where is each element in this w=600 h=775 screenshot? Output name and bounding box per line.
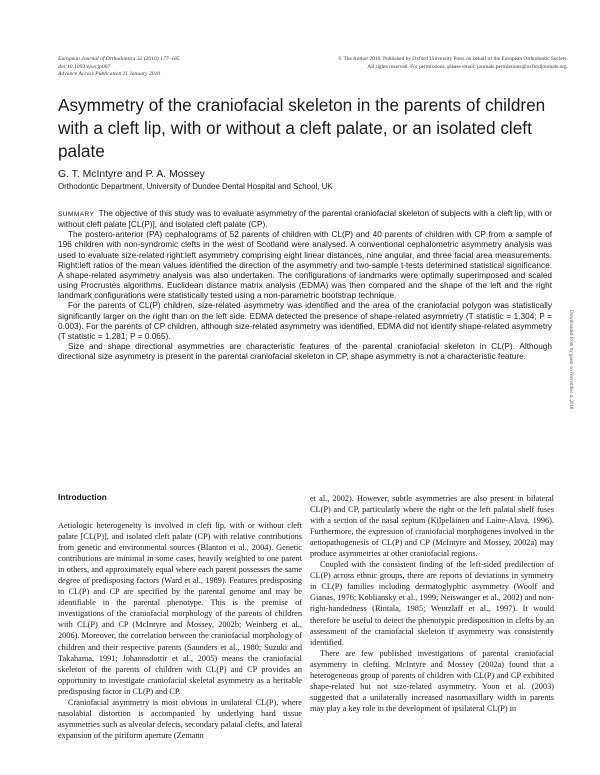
article-title: Asymmetry of the craniofacial skeleton in the parents of children with a cleft lip, with or without a cleft palate, or an isolated cleft palate xyxy=(58,95,546,161)
article-authors: G. T. McIntyre and P. A. Mossey xyxy=(58,169,205,180)
body-paragraph: There are few published investigations of parental craniofacial asymmetry in clefting. McIntyre and Mossey (2002a) found that a heterogeneous group of parents of children with CL(P) and CP exhibited shape-related but not size-related asymmetry. Yoon et al. (2003) suggested that a unilaterally increased nasomaxillary width in parents may play a key role in the development of ipsilateral CL(P) in xyxy=(310,648,554,713)
section-heading-introduction: Introduction xyxy=(58,492,107,502)
body-column-right xyxy=(310,493,554,714)
abstract-paragraph: For the parents of CL(P) children, size-related asymmetry was identified and the area of the craniofacial polygon was statistically significantly larger on the right than on the left side. EDMA detected the presence of shape-related asymmetry (T statistic = 1.304; P = 0.003). For the parents of CP children, although size-related asymmetry was identified, EDMA did not identify shape-related asymmetry (T statistic = 1.281; P = 0.065). xyxy=(58,301,552,341)
abstract-text: The objective of this study was to evaluate asymmetry of the parental craniofacial skeleton of subjects with a cleft lip, with or without cleft palate [CL(P)], and isolated cleft palate (CP). xyxy=(58,209,552,230)
copyright-notice xyxy=(268,56,568,71)
abstract-label: SUMMARY xyxy=(58,211,95,218)
journal-line: European Journal of Orthodontics 32 (2010) 177–185 xyxy=(58,56,180,62)
abstract-paragraph xyxy=(58,209,552,230)
body-paragraph: et al., 2002). However, subtle asymmetries are also present in bilateral CL(P) and CP, particularly where the right or the left palatal shelf fuses with a section of the nasal septum (Kilpeläinen and Laine-Alava, 1996). Furthermore, the expression of craniofacial morphogenes involved in the aetiopathogenesis of CL(P) and CP (McIntyre and Mossey, 2002a) may produce asymmetries at other craniofacial regions. xyxy=(310,494,554,559)
abstract-paragraph: Size and shape directional asymmetries are characteristic features of the parental craniofacial skeleton in CL(P). Although directional size asymmetry is present in the parental craniofacial skeleton in CP, shape asymmetry is not a characteristic feature. xyxy=(58,342,552,362)
author-affiliation: Orthodontic Department, University of Dundee Dental Hospital and School, UK xyxy=(58,182,333,191)
body-paragraph: Craniofacial asymmetry is most obvious in unilateral CL(P), where nasolabial distortion is accompanied by underlying hard tissue asymmetries such as alveolar defects, secondary palatal clefts, and lateral expansion of the piriform aperture (Zemann xyxy=(58,697,302,740)
abstract xyxy=(58,209,552,362)
body-paragraph: Coupled with the consistent finding of the left-sided predilection of CL(P) across ethnic groups, there are reports of deviations in symmetry in CL(P) families including dermatoglyphic asymmetry (Woolf and Gianas, 1976; Kobliansky et al., 1999; Neiswanger et al., 2002) and non-right-handedness (Rintala, 1985; Wentzlaff et al., 1997). It would therefore be useful to detect the phenotypic predisposition in clefts by an assessment of the craniofacial skeleton if asymmetry was consistently identified. xyxy=(310,560,554,647)
body-paragraph: Aetiologic heterogeneity is involved in cleft lip, with or without cleft palate [CL(P)], and isolated cleft palate (CP) with relative contributions from genetic and environmental sources (Blanton et al., 2004). Genetic contributions are minimal in some cases, heavily weighted to one parent in others, and approximately equal where each parent possesses the same degree of predisposing factors (Ward et al., 1989). Features predisposing to CL(P) and CP are specified by the parental genome and may be identifiable in the parental phenotype. This is the premise of investigations of the craniofacial morphology of the parents of children with CL(P) and CP (McIntyre and Mossey, 2002b; Weinberg et al., 2006). Moreover, the correlation between the craniofacial morphology of children and their respective parents (Saunders et al., 1980; Suzuki and Takahama, 1991; Johannsdottir et al., 2005) means the craniofacial skeleton of the parents of children with CL(P) and CP provides an opportunity to investigate craniofacial skeletal asymmetry as a heritable predisposing factor in CL(P) and CP. xyxy=(58,521,302,696)
doi-line: doi:10.1093/ejo/cjp067 xyxy=(58,63,111,70)
advance-access-line: Advance Access Publication 11 January 2010 xyxy=(58,71,161,78)
abstract-paragraph: The postero-anterior (PA) cephalograms of 52 parents of children with CL(P) and 40 parents of children with CP from a sample of 196 children with non-syndromic clefts in the west of Scotland were analysed. A conventional cephalometric asymmetry analysis was used to evaluate size-related right:left asymmetry comprising eight linear distances, nine angular, and three facial area measurements. Right:left ratios of the mean values identified the direction of the asymmetry and two-sample t-tests determined statistical significance. A shape-related asymmetry analysis was also undertaken. The configurations of landmarks were optimally superimposed and scaled using Procrustes algorithms. Euclidean distance matrix analysis (EDMA) was then compared and the shape of the left and the right landmark configurations were statistically tested using a non-parametric bootstrap technique. xyxy=(58,230,552,301)
body-column-left xyxy=(58,492,302,741)
copyright-line: © The Author 2010. Published by Oxford University Press on behalf of the European Orthodontic Society. xyxy=(338,56,568,62)
permissions-line: All rights reserved. For permissions, please email: journals.permissions@oxfordjournals.org. xyxy=(367,63,568,70)
download-watermark: Downloaded from by guest on November 4, 2016 xyxy=(568,310,573,410)
